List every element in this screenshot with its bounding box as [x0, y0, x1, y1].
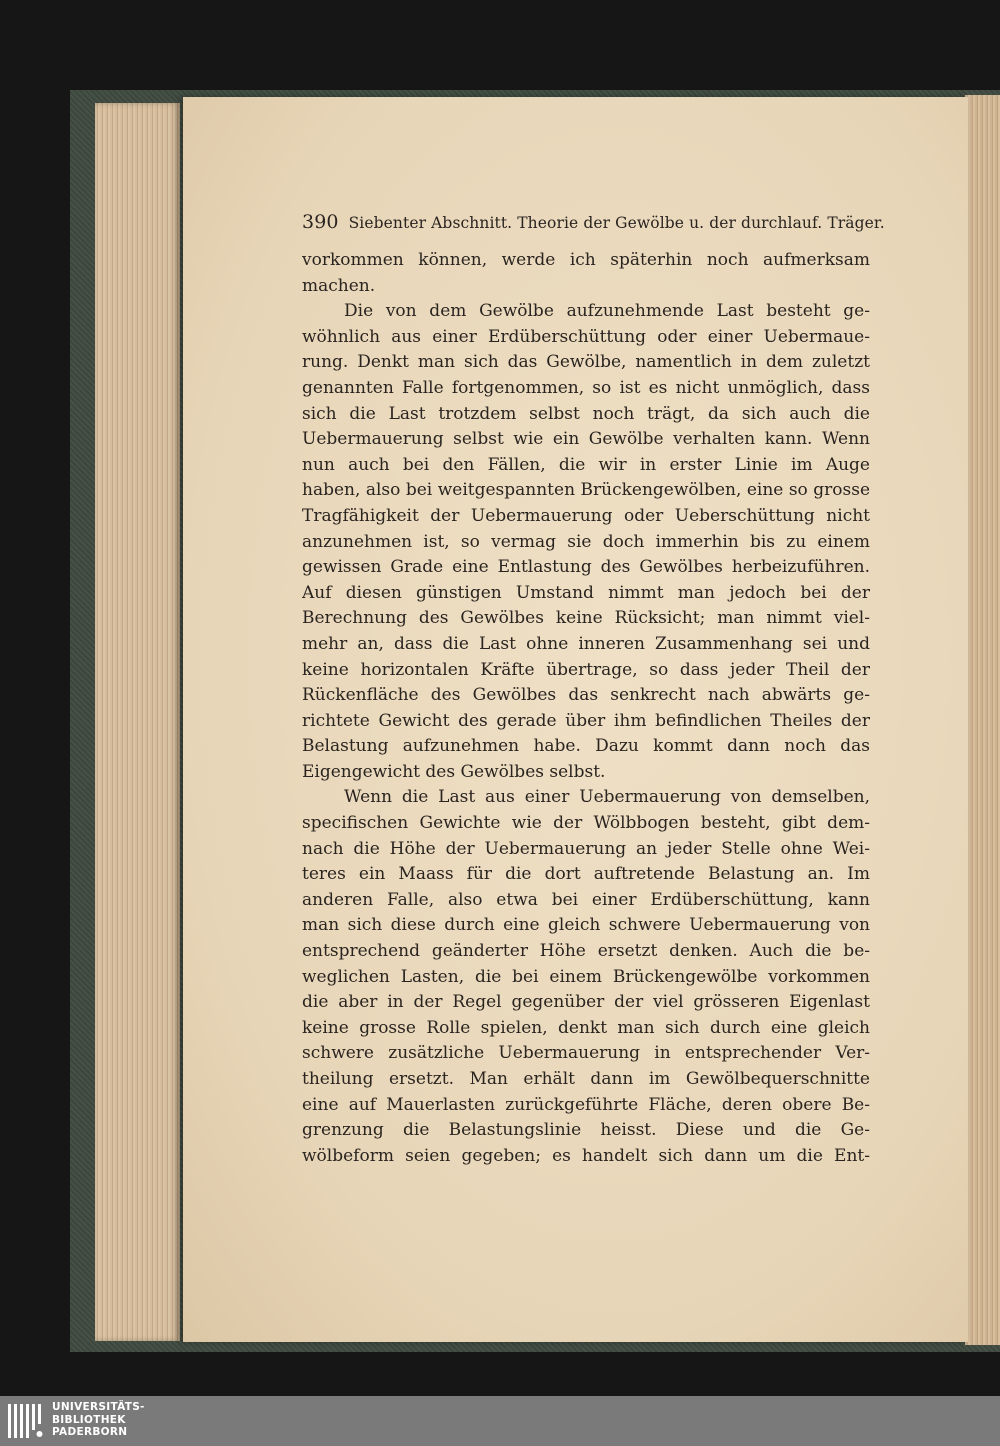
library-footer-bar — [0, 1396, 1000, 1446]
text-line: machen. — [302, 275, 376, 296]
text-line: sich die Last trotzdem selbst noch trägt, da sich auch die — [302, 403, 870, 424]
text-line: Eigengewicht des Gewölbes selbst. — [302, 761, 606, 782]
text-line: keine grosse Rolle spielen, denkt man sich durch eine gleich — [302, 1017, 870, 1038]
library-logo-text — [52, 1401, 145, 1439]
text-line: Die von dem Gewölbe aufzunehmende Last besteht ge- — [344, 301, 870, 322]
text-line: Rückenfläche des Gewölbes das senkrecht nach abwärts ge- — [302, 685, 870, 706]
text-line: die aber in der Regel gegenüber der viel grösseren Eigenlast — [302, 992, 870, 1013]
page-number: 390 — [302, 211, 339, 233]
text-line: Wenn die Last aus einer Uebermauerung von demselben, — [344, 787, 870, 808]
text-line: man sich diese durch eine gleich schwere Uebermauerung von — [302, 915, 870, 936]
page-edges-left — [95, 103, 180, 1341]
text-line: gewissen Grade eine Entlastung des Gewölbes herbeizuführen. — [302, 557, 870, 578]
text-line: vorkommen können, werde ich späterhin noch aufmerksam — [302, 250, 870, 270]
logo-line: PADERBORN — [52, 1426, 128, 1438]
text-line: teres ein Maass für die dort auftretende Belastung an. Im — [302, 864, 870, 885]
text-line: specifischen Gewichte wie der Wölbbogen besteht, gibt dem- — [302, 813, 870, 834]
text-line: nun auch bei den Fällen, die wir in erster Linie im Auge — [302, 454, 870, 475]
text-line: Berechnung des Gewölbes keine Rücksicht; man nimmt viel- — [302, 608, 870, 629]
text-line: nach die Höhe der Uebermauerung an jeder Stelle ohne Wei- — [302, 838, 870, 859]
page-text-block — [302, 200, 885, 1169]
text-line: wöhnlich aus einer Erdüberschüttung oder einer Uebermaue- — [302, 326, 870, 347]
text-line: Tragfähigkeit der Uebermauerung oder Ueberschüttung nicht — [302, 505, 870, 526]
text-line: Belastung aufzunehmen habe. Dazu kommt dann noch das — [302, 736, 870, 757]
text-line: grenzung die Belastungslinie heisst. Diese und die Ge- — [302, 1120, 870, 1141]
text-line: wölbeform seien gegeben; es handelt sich dann um die Ent- — [302, 1145, 870, 1166]
page-edges-right — [965, 95, 1000, 1345]
text-line: anderen Falle, also etwa bei einer Erdüberschüttung, kann — [302, 889, 870, 910]
text-line: weglichen Lasten, die bei einem Brückengewölbe vorkommen — [302, 966, 870, 987]
text-line: richtete Gewicht des gerade über ihm befindlichen Theiles der — [302, 710, 870, 731]
logo-line: UNIVERSITÄTS- — [52, 1401, 145, 1413]
text-line: mehr an, dass die Last ohne inneren Zusammenhang sei und — [302, 633, 870, 654]
logo-line: BIBLIOTHEK — [52, 1413, 126, 1426]
text-line: theilung ersetzt. Man erhält dann im Gewölbequerschnitte — [302, 1069, 870, 1089]
running-head — [302, 200, 885, 248]
library-logo-icon — [6, 1400, 46, 1442]
text-line: entsprechend geänderter Höhe ersetzt denken. Auch die be- — [302, 941, 870, 962]
text-line: anzunehmen ist, so vermag sie doch immerhin bis zu einem — [302, 531, 870, 552]
running-head-title: Siebenter Abschnitt. Theorie der Gewölbe u. der durchlauf. Träger. — [348, 214, 885, 232]
text-line: Auf diesen günstigen Umstand nimmt man jedoch bei der — [302, 582, 870, 603]
text-line: eine auf Mauerlasten zurückgeführte Fläche, deren obere Be- — [302, 1094, 870, 1115]
text-line: keine horizontalen Kräfte übertrage, so dass jeder Theil der — [302, 659, 870, 680]
text-line: haben, also bei weitgespannten Brückengewölben, eine so grosse — [302, 480, 870, 501]
text-line: Uebermauerung selbst wie ein Gewölbe verhalten kann. Wenn — [302, 429, 870, 450]
text-line: rung. Denkt man sich das Gewölbe, namentlich in dem zuletzt — [302, 352, 870, 373]
text-line: schwere zusätzliche Uebermauerung in entsprechender Ver- — [302, 1043, 870, 1064]
text-line: genannten Falle fortgenommen, so ist es nicht unmöglich, dass — [302, 377, 870, 398]
